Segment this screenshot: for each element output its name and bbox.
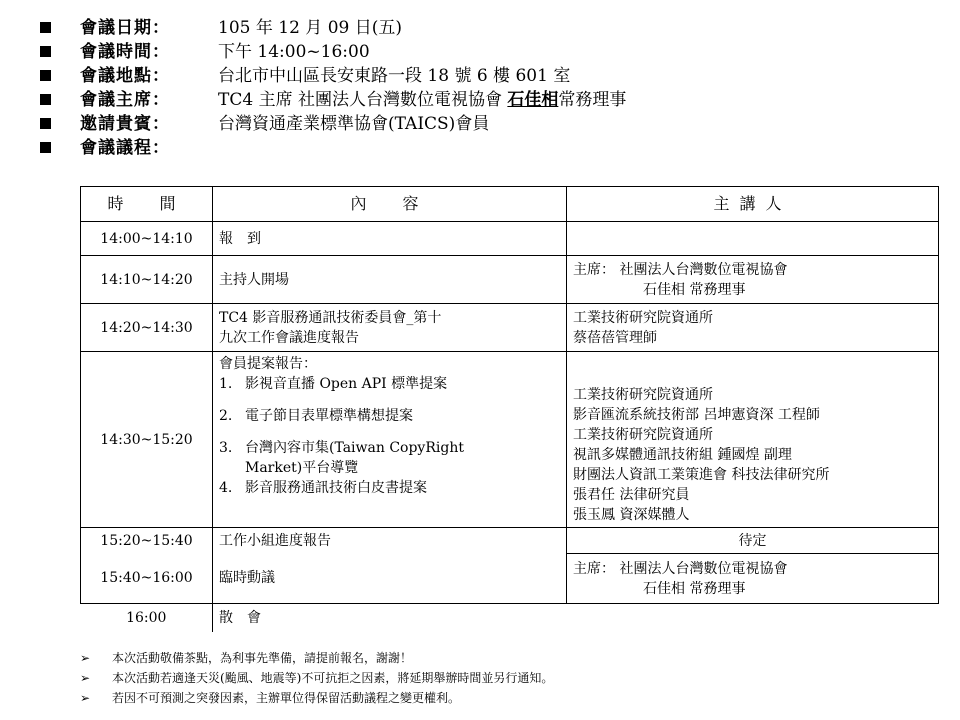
proposal-list <box>219 374 560 498</box>
square-bullet-icon <box>40 46 51 57</box>
speaker-line: 張君任 法律研究員 <box>573 487 690 503</box>
row-speaker <box>567 554 939 604</box>
chair-name: 石佳相 <box>507 90 559 110</box>
speaker-line: 工業技術研究院資通所 <box>573 309 713 326</box>
row-time: 14:10~14:20 <box>81 256 213 304</box>
square-bullet-icon <box>40 142 51 153</box>
row-time: 14:20~14:30 <box>81 304 213 352</box>
row-time: 14:30~15:20 <box>81 352 213 528</box>
list-item <box>219 406 560 426</box>
list-item <box>219 374 560 394</box>
row-content <box>213 304 567 352</box>
item-number: 3. <box>219 440 233 456</box>
row-time: 14:00~14:10 <box>81 222 213 256</box>
agenda-table <box>80 186 939 632</box>
arrow-bullet-icon: ➢ <box>80 651 91 665</box>
speaker-line: 主席： 社團法人台灣數位電視協會 <box>573 560 788 577</box>
speaker-line: 影音匯流系統技術部 呂坤憲資深 工程師 <box>573 407 820 423</box>
header-speaker: 主講人 <box>567 187 939 222</box>
speaker-line: 工業技術研究院資通所 <box>573 387 713 403</box>
row-time: 15:40~16:00 <box>81 554 213 604</box>
note-item <box>80 668 553 688</box>
header-content: 內 容 <box>213 187 567 222</box>
meeting-chair-label: 會議主席： <box>80 90 170 110</box>
square-bullet-icon <box>40 94 51 105</box>
list-item-continued: Market)平台導覽 <box>245 460 359 476</box>
row-time: 15:20~15:40 <box>81 528 213 554</box>
table-row <box>81 304 939 352</box>
table-row <box>81 256 939 304</box>
row-speaker <box>567 304 939 352</box>
table-row <box>81 222 939 256</box>
note-text: 本次活動若適逢天災(颱風、地震等)不可抗拒之因素，將延期舉辦時間並另行通知。 <box>112 671 554 685</box>
speaker-line: 視訊多媒體通訊技術組 鍾國煌 副理 <box>573 447 792 463</box>
row-speaker <box>567 256 939 304</box>
row-speaker: 待定 <box>567 528 939 554</box>
meeting-agenda-label: 會議議程： <box>80 138 170 158</box>
chair-org: TC4 主席 社團法人台灣數位電視協會 <box>218 90 508 110</box>
content-line: 九次工作會議進度報告 <box>219 329 359 346</box>
meeting-guests-value: 台灣資通產業標準協會(TAICS)會員 <box>218 114 490 134</box>
table-row <box>81 528 939 554</box>
row-content: 主持人開場 <box>213 256 567 304</box>
chair-title: 常務理事 <box>558 90 627 110</box>
row-content: 臨時動議 <box>213 554 567 604</box>
row-content: 報 到 <box>213 222 567 256</box>
content-line: TC4 影音服務通訊技術委員會_第十 <box>219 309 442 326</box>
meeting-location-value: 台北市中山區長安東路一段 18 號 6 樓 601 室 <box>218 66 571 86</box>
item-text: 台灣內容市集(Taiwan CopyRight <box>245 440 464 456</box>
square-bullet-icon <box>40 70 51 81</box>
header-time: 時 間 <box>81 187 213 222</box>
spacer <box>219 394 560 406</box>
item-number: 2. <box>219 408 233 424</box>
meeting-time-label: 會議時間： <box>80 42 170 62</box>
meeting-date-value: 105 年 12 月 09 日(五) <box>218 18 402 38</box>
spacer <box>219 426 560 438</box>
speaker-line: 工業技術研究院資通所 <box>573 427 713 443</box>
meeting-location-label: 會議地點： <box>80 66 170 86</box>
row-speaker <box>567 352 939 528</box>
proposal-title: 會員提案報告： <box>219 356 317 372</box>
arrow-bullet-icon: ➢ <box>80 691 91 705</box>
meeting-chair-value <box>218 88 626 112</box>
notes <box>80 648 553 708</box>
speaker-line: 蔡蓓蓓管理師 <box>573 329 657 346</box>
arrow-bullet-icon: ➢ <box>80 671 91 685</box>
row-time: 16:00 <box>126 609 167 626</box>
item-text: 影音服務通訊技術白皮書提案 <box>245 480 427 496</box>
item-number: 4. <box>219 480 233 496</box>
note-item <box>80 688 553 708</box>
table-row <box>81 604 939 632</box>
item-text: 影視音直播 Open API 標準提案 <box>245 376 448 392</box>
speaker-line: 石佳相 常務理事 <box>643 580 746 597</box>
row-speaker <box>567 222 939 256</box>
row-content <box>213 352 567 528</box>
meeting-date-label: 會議日期： <box>80 18 170 38</box>
meeting-guests-label: 邀請貴賓： <box>80 114 170 134</box>
item-number: 1. <box>219 376 233 392</box>
speaker-line: 石佳相 常務理事 <box>643 281 746 298</box>
table-row <box>81 352 939 528</box>
row-content: 工作小組進度報告 <box>213 528 567 554</box>
speaker-line: 張玉鳳 資深媒體人 <box>573 507 690 523</box>
speaker-line: 主席： 社團法人台灣數位電視協會 <box>573 261 788 278</box>
agenda-header-row <box>81 187 939 222</box>
row-speaker <box>567 604 939 632</box>
speaker-line: 財團法人資訊工業策進會 科技法律研究所 <box>573 467 830 483</box>
list-item <box>219 438 560 458</box>
square-bullet-icon <box>40 118 51 129</box>
table-row <box>81 554 939 604</box>
note-text: 若因不可預測之突發因素，主辦單位得保留活動議程之變更權利。 <box>112 691 461 705</box>
meeting-time-value: 下午 14:00~16:00 <box>218 42 370 62</box>
note-text: 本次活動敬備茶點，為利事先準備，請提前報名，謝謝！ <box>112 651 413 665</box>
row-content: 散 會 <box>213 604 567 632</box>
list-item <box>219 478 560 498</box>
square-bullet-icon <box>40 22 51 33</box>
note-item <box>80 648 553 668</box>
item-text: 電子節目表單標準構想提案 <box>245 408 413 424</box>
